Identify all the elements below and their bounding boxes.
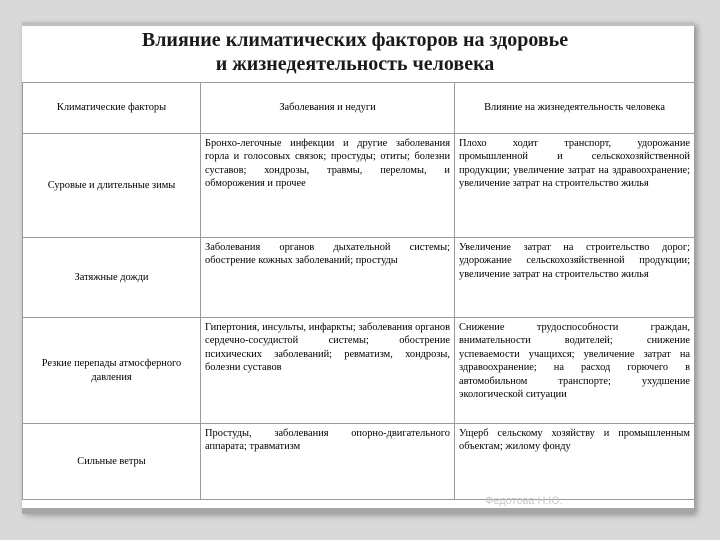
- table-container: [22, 82, 694, 512]
- table-row: [23, 134, 695, 238]
- climate-factors-table: [22, 82, 694, 500]
- header-impact: Влияние на жизнедеятельность человека: [455, 83, 695, 134]
- table-row: [23, 318, 695, 424]
- diseases-cell: Гипертония, инсульты, инфаркты; заболевания органов сердечно-сосудистой системы; обострение психических заболеваний; ревматизм, хондрозы, болезни суставов: [201, 318, 455, 424]
- impact-cell: Ущерб сельскому хозяйству и промышленным объектам; жилому фонду: [455, 424, 695, 500]
- page-title: [40, 28, 670, 76]
- title-line-1: Влияние климатических факторов на здоровье: [141, 29, 569, 51]
- header-factors: Климатические факторы: [23, 83, 201, 134]
- header-diseases: Заболевания и недуги: [201, 83, 455, 134]
- footer-bar: [22, 508, 694, 514]
- impact-cell: Плохо ходит транспорт, удорожание промышленной и сельскохозяйственной продукции; увеличение затрат на здравоохранение; увеличение затрат на строительство жилья: [455, 134, 695, 238]
- top-accent-bar: [22, 22, 694, 26]
- author-watermark: Федотова Н.Ю.: [485, 495, 563, 507]
- diseases-cell: Заболевания органов дыхательной системы; обострение кожных заболеваний; простуды: [201, 238, 455, 318]
- factor-cell: Суровые и длительные зимы: [23, 134, 201, 238]
- diseases-cell: Бронхо-легочные инфекции и другие заболевания горла и голосовых связок; простуды; отиты; болезни суставов; хондрозы, травмы, переломы, и обморожения и прочее: [201, 134, 455, 238]
- table-row: [23, 238, 695, 318]
- diseases-cell: Простуды, заболевания опорно-двигательного аппарата; травматизм: [201, 424, 455, 500]
- impact-cell: Увеличение затрат на строительство дорог; удорожание сельскохозяйственной продукции; увеличение затрат на строительство жилья: [455, 238, 695, 318]
- factor-cell: Сильные ветры: [23, 424, 201, 500]
- impact-cell: Снижение трудоспособности граждан, внимательности водителей; снижение успеваемости учащихся; увеличение затрат на здравоохранение; на расход горючего в автомобильном транспорте; ухудшение экологической ситуации: [455, 318, 695, 424]
- title-line-2: и жизнедеятельность человека: [215, 53, 495, 75]
- factor-cell: Затяжные дожди: [23, 238, 201, 318]
- table-row: [23, 424, 695, 500]
- table-header-row: [23, 83, 695, 134]
- factor-cell: Резкие перепады атмосферного давления: [23, 318, 201, 424]
